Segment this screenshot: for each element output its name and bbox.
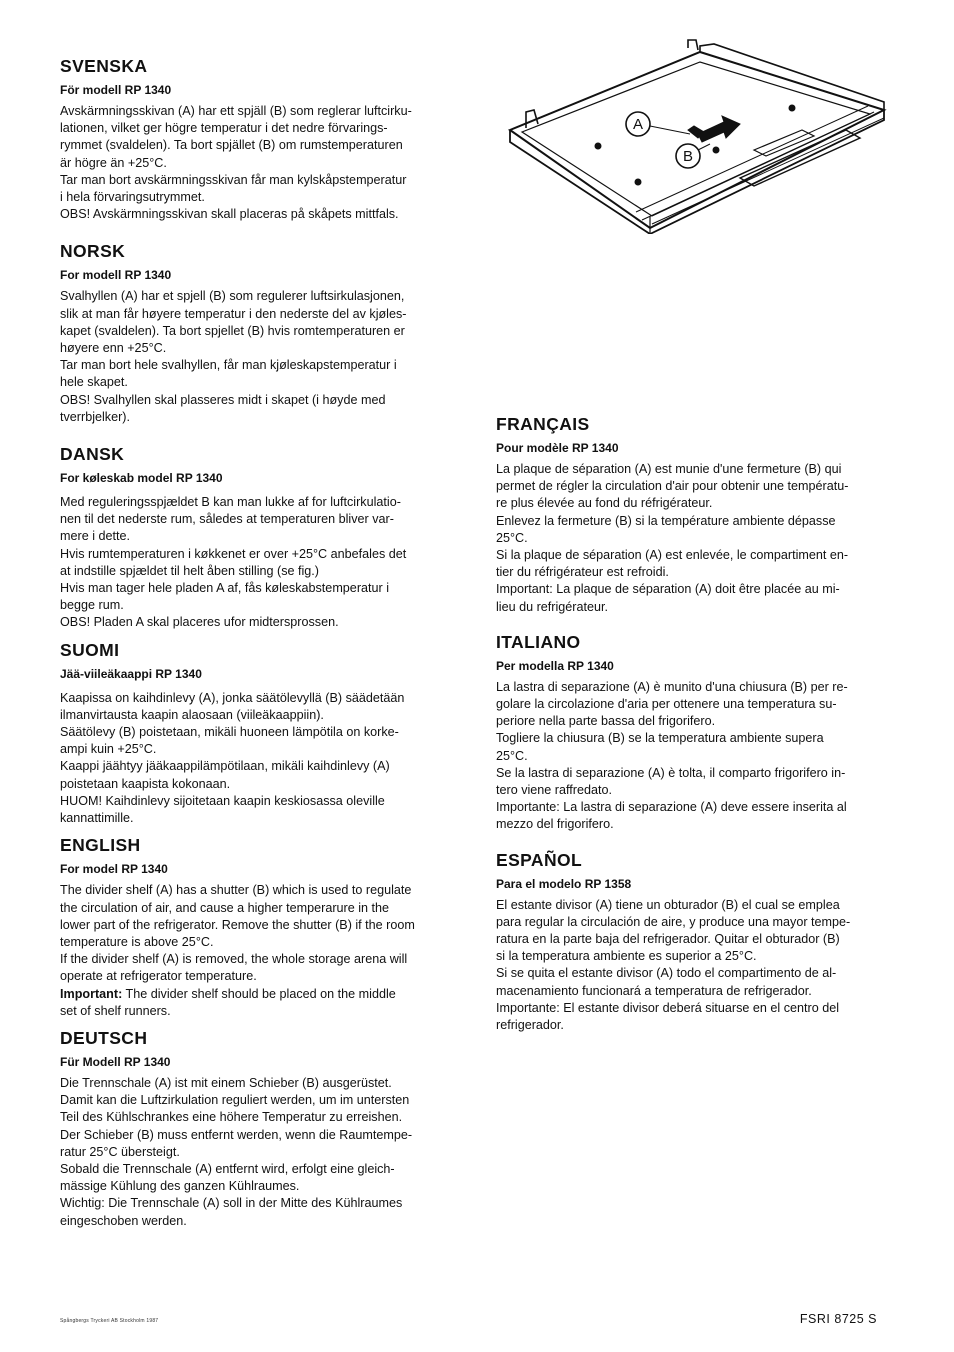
- section-svenska: [60, 56, 462, 223]
- section-subheading: For modell RP 1340: [60, 268, 172, 283]
- section-subheading: Jää-viileäkaappi RP 1340: [60, 666, 202, 681]
- paragraph: Wichtig: Die Trennschale (A) soll in der Mitte des Kühlraumes eingeschoben werden.: [60, 1196, 403, 1228]
- paragraph: Togliere la chiusura (B) se la temperatura ambiente supera 25°C.: [496, 731, 824, 763]
- important-label: Important:: [60, 986, 123, 1001]
- section-dansk: [60, 444, 462, 632]
- paragraph: Importante: La lastra di separazione (A) deve essere inserita al mezzo del frigorifero.: [496, 800, 847, 832]
- paragraph: If the divider shelf (A) is removed, the whole storage arena will operate at refrigerator temperature.: [60, 952, 408, 984]
- paragraph: La plaque de séparation (A) est munie d'une fermeture (B) qui permet de régler la circulation d'air pour obtenir une températu- re plus élevée au fond du réfrigérateur.: [496, 462, 849, 511]
- divider-shelf-illustration: [502, 38, 894, 234]
- section-subheading: Pour modèle RP 1340: [496, 441, 619, 455]
- section-heading: SUOMI: [60, 639, 120, 660]
- section-subheading: Per modella RP 1340: [496, 658, 614, 673]
- paragraph: Kaapissa on kaihdinlevy (A), jonka säätölevyllä (B) säädetään ilmanvirtausta kaapin alaosaan (viileäkaappiin).: [60, 690, 405, 722]
- section-heading: SVENSKA: [60, 56, 148, 76]
- section-heading: DEUTSCH: [60, 1027, 148, 1048]
- right-column: [496, 414, 894, 1044]
- section-subheading: Para el modelo RP 1358: [496, 876, 632, 891]
- paragraph: Die Trennschale (A) ist mit einem Schieber (B) ausgerüstet. Damit kan die Luftzirkulation reguliert werden, um im untersten Teil des Kühlschrankes eine höhere Temperatur zu erreishen. Der Schieber (B) muss entfernt werden, wenn die Raumtempe- ratur 25°C übersteigt.: [60, 1075, 413, 1159]
- section-subheading: For model RP 1340: [60, 862, 168, 877]
- section-english: [60, 835, 462, 1020]
- paragraph: Enlevez la fermeture (B) si la température ambiente dépasse 25°C.: [496, 513, 836, 545]
- paragraph: Si la plaque de séparation (A) est enlevée, le compartiment en- tier du réfrigérateur est refroidi.: [496, 548, 849, 580]
- section-subheading: Für Modell RP 1340: [60, 1054, 171, 1069]
- paragraph: Med reguleringsspjældet B kan man lukke af for luftcirkulatio- nen til det nederste rum, således at temperaturen bliver var- mere i dette.: [60, 495, 401, 544]
- paragraph: Säätölevy (B) poistetaan, mikäli huoneen lämpötila on korke- ampi kuin +25°C.: [60, 725, 399, 757]
- paragraph: Kaappi jäähtyy jääkaappilämpötilaan, mikäli kaihdinlevy (A) poistetaan kaapista kokonaan.: [60, 759, 390, 791]
- section-norsk: [60, 241, 462, 426]
- important-text: The divider shelf should be placed on the middle set of shelf runners.: [60, 986, 396, 1018]
- section-subheading: For køleskab model RP 1340: [60, 471, 223, 486]
- section-heading: ESPAÑOL: [496, 849, 583, 870]
- paragraph: HUOM! Kaihdinlevy sijoitetaan kaapin keskiosassa oleville kannattimille.: [60, 793, 385, 826]
- paragraph: Hvis man tager hele pladen A af, fås køleskabstemperatur i begge rum.: [60, 581, 390, 613]
- section-espanol: [496, 850, 894, 1035]
- paragraph: Svalhyllen (A) har et spjell (B) som regulerer luftsirkulasjonen, slik at man får høyere temperatur i den nederste del av kjøles- kapet (svaldelen). Ta bort spjellet (B) hvis romtemperaturen er høyere enn +25°C.: [60, 289, 407, 356]
- section-subheading: För modell RP 1340: [60, 83, 172, 97]
- paragraph: Tar man bort avskärmningsskivan får man kylskåpstemperatur i hela förvaringsutrymmet.: [60, 172, 407, 205]
- section-francais: [496, 414, 894, 616]
- paragraph: La lastra di separazione (A) è munito d'una chiusura (B) per re- golare la circolazione d'aria per ottenere una temperatura su- periore nella parte bassa del frigorifero.: [496, 679, 848, 729]
- paragraph: Tar man bort hele svalhyllen, får man kjøleskapstemperatur i hele skapet.: [60, 358, 397, 390]
- paragraph: OBS! Pladen A skal placeres ufor midtersprossen.: [60, 615, 339, 630]
- paragraph: OBS! Avskärmningsskivan skall placeras på skåpets mittfals.: [60, 207, 399, 222]
- important-paragraph: [60, 986, 462, 1020]
- section-suomi: [60, 640, 462, 828]
- section-heading: NORSK: [60, 241, 126, 262]
- paragraph: Hvis rumtemperaturen i køkkenet er over +25°C anbefales det at indstille spjældet til helt åben stilling (se fig.): [60, 546, 407, 578]
- paragraph: El estante divisor (A) tiene un obturador (B) el cual se emplea para regular la circulación de aire, y produce una mayor tempe- ratura en la parte baja del refrigerador. Quitar el obturador (B) si la temperatura ambiente es superior a 25°C.: [496, 897, 851, 964]
- section-heading: ITALIANO: [496, 631, 581, 652]
- paragraph: Se la lastra di separazione (A) è tolta, il comparto frigorifero in- tero viene raffredato.: [496, 765, 846, 798]
- document-code: FSRI 8725 S: [799, 1312, 877, 1326]
- paragraph: The divider shelf (A) has a shutter (B) which is used to regulate the circulation of air, and cause a higher temperarure in the lower part of the refrigerator. Remove the shutter (B) if the room temperature is above 25°C.: [60, 883, 415, 949]
- section-heading: FRANÇAIS: [496, 414, 590, 434]
- paragraph: Si se quita el estante divisor (A) todo el compartimento de al- macenamiento funcionará a temperatura de refrigerador.: [496, 966, 837, 998]
- paragraph: Important: La plaque de séparation (A) doit être placée au mi- lieu du refrigérateur.: [496, 582, 840, 614]
- section-italiano: [496, 632, 894, 834]
- section-heading: DANSK: [60, 444, 125, 465]
- divider-shelf-figure: [502, 38, 894, 234]
- paragraph: Sobald die Trennschale (A) entfernt wird, erfolgt eine gleich- mässige Kühlung des ganzen Kühlraumes.: [60, 1161, 395, 1194]
- section-heading: ENGLISH: [60, 835, 141, 856]
- section-deutsch: [60, 1028, 462, 1230]
- paragraph: OBS! Svalhyllen skal plasseres midt i skapet (i høyde med tverrbjelker).: [60, 392, 386, 424]
- label-b: B: [682, 148, 694, 165]
- printer-imprint: Spångbergs Tryckeri AB Stockholm 1987: [60, 1318, 159, 1324]
- paragraph: Importante: El estante divisor deberá situarse en el centro del refrigerador.: [496, 1000, 840, 1033]
- left-column: [60, 56, 462, 1240]
- paragraph: Avskärmningsskivan (A) har ett spjäll (B) som reglerar luftcirku- lationen, vilket ger högre temperatur i det nedre förvarings- rymmet (svaldelen). Ta bort spjället (B) om rumstemperaturen är högre än +25°C.: [60, 104, 412, 170]
- label-a: A: [632, 116, 644, 133]
